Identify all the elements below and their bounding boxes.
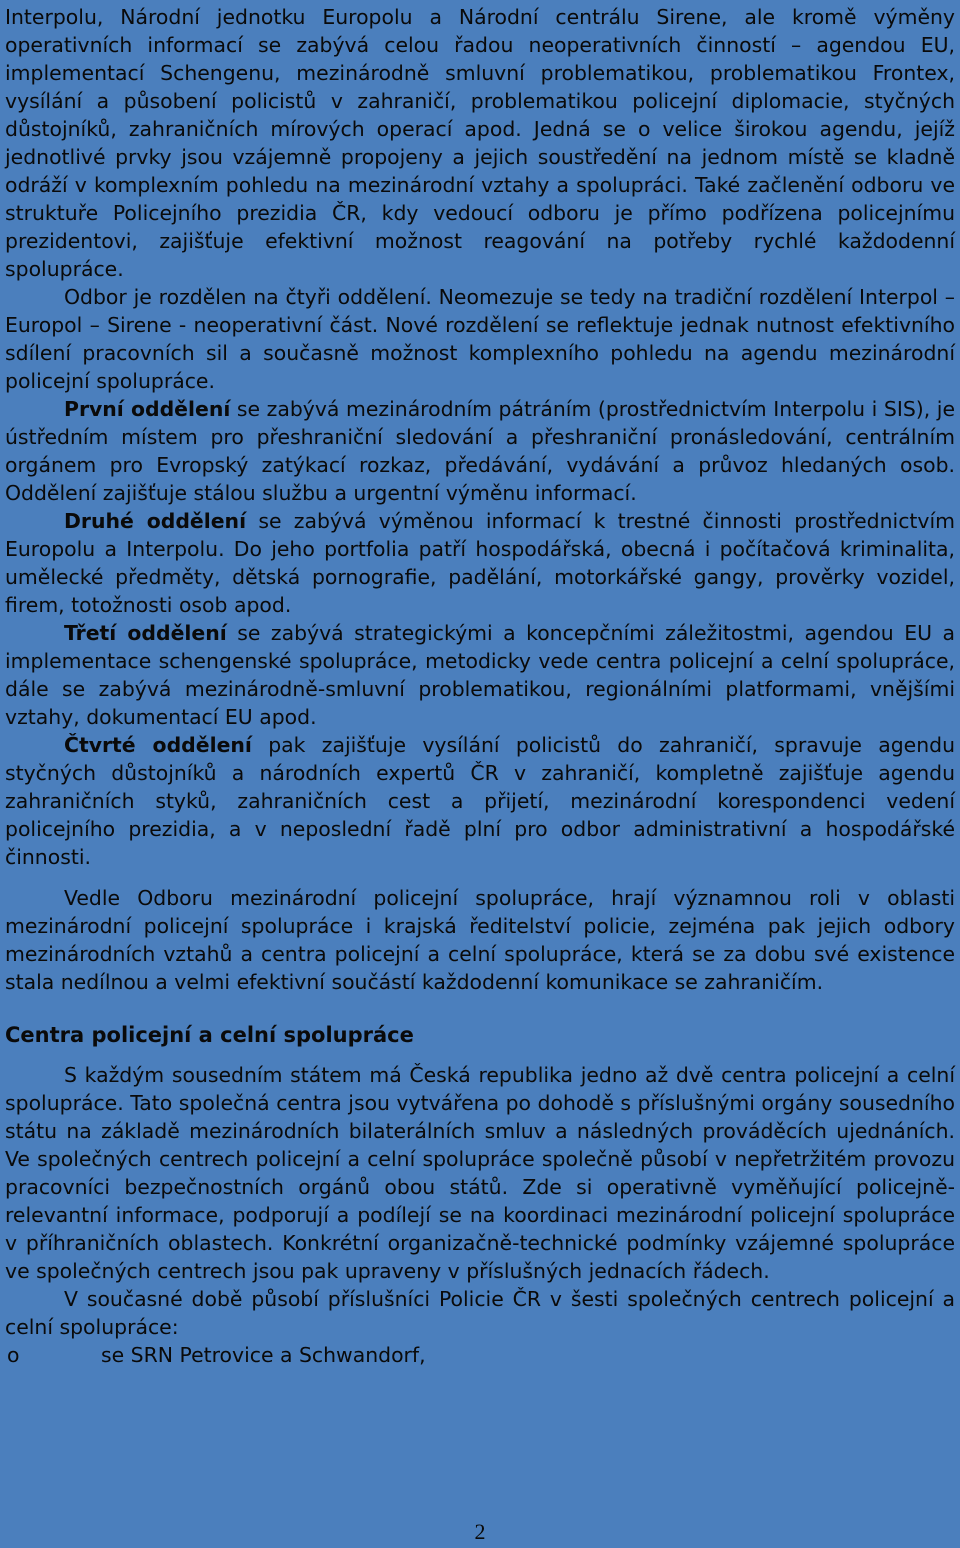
section-heading: Centra policejní a celní spolupráce — [5, 1023, 414, 1047]
first-department-text: se zabývá mezinárodním pátráním (prostřednictvím Interpolu i SIS), je ústředním místem pro přeshraniční sledování a přeshraniční pronásledování, centrálním orgánem pro Evropský zatýkací rozkaz, předávání, vydávání a průvoz hledaných osob. Oddělení zajišťuje stálou službu a urgentní výměnu informací. — [5, 397, 955, 505]
paragraph-regional-directorates: Vedle Odboru mezinárodní policejní spolupráce, hrají významnou roli v oblasti mezinárodní policejní spolupráce i krajská ředitelství policie, zejména pak jejich odbory mezinárodních vztahů a centra policejní a celní spolupráce, která se za dobu své existence stala nedílnou a velmi efektivní součástí každodenní komunikace se zahraničím. — [5, 886, 955, 994]
third-department-label: Třetí oddělení — [64, 621, 227, 645]
paragraph-current-centers: V současné době působí příslušníci Policie ČR v šesti společných centrech policejní a celní spolupráce: — [5, 1287, 955, 1339]
second-department-text: se zabývá výměnou informací k trestné činnosti prostřednictvím Europolu a Interpolu. Do jeho portfolia patří hospodářská, obecná i počítačová kriminalita, umělecké předměty, dětská pornografie, padělání, motorkářské gangy, prověrky vozidel, firem, totožnosti osob apod. — [5, 509, 955, 617]
fourth-department-label: Čtvrté oddělení — [64, 733, 252, 757]
first-department-label: První oddělení — [64, 397, 231, 421]
bullet-icon: o — [7, 1343, 20, 1367]
list-item-text: se SRN Petrovice a Schwandorf, — [101, 1343, 426, 1367]
paragraph-third-department — [5, 619, 955, 731]
paragraph-centers: S každým sousedním státem má Česká republika jedno až dvě centra policejní a celní spolupráce. Tato společná centra jsou vytvářena po dohodě s příslušnými orgány sousedního státu na základě mezinárodních bilaterálních smluv a následných prováděcích ujednáních. Ve společných centrech policejní a celní spolupráce společně působí v nepřetržitém provozu pracovníci bezpečnostních orgánů obou států. Zde si operativně vyměňující policejně-relevantní informace, podporují a podílejí se na koordinaci mezinárodní policejní spolupráce v příhraničních oblastech. Konkrétní organizačně-technické podmínky vzájemné spolupráce ve společných centrech jsou pak upraveny v příslušných jednacích řádech. — [5, 1063, 955, 1283]
paragraph-first-department — [5, 395, 955, 507]
paragraph-division: Odbor je rozdělen na čtyři oddělení. Neomezuje se tedy na tradiční rozdělení Interpol – Europol – Sirene - neoperativní část. Nové rozdělení se reflektuje jednak nutnost efektivního sdílení pracovních sil a současně možnost komplexního pohledu na agendu mezinárodní policejní spolupráce. — [5, 285, 955, 393]
third-department-text: se zabývá strategickými a koncepčními záležitostmi, agendou EU a implementace schengenské spolupráce, metodicky vede centra policejní a celní spolupráce, dále se zabývá mezinárodně-smluvní problematikou, regionálními platformami, vnějšími vztahy, dokumentací EU apod. — [5, 621, 955, 729]
paragraph-intro: Interpolu, Národní jednotku Europolu a Národní centrálu Sirene, ale kromě výměny operativních informací se zabývá celou řadou neoperativních činností – agendou EU, implementací Schengenu, mezinárodně smluvní problematikou, problematikou Frontex, vysílání a působení policistů v zahraničí, problematikou policejní diplomacie, styčných důstojníků, zahraničních mírových operací apod. Jedná se o velice širokou agendu, jejíž jednotlivé prvky jsou vzájemně propojeny a jejich soustředění na jednom místě se kladně odráží v komplexním pohledu na mezinárodní vztahy a spolupráci. Také začlenění odboru ve struktuře Policejního prezidia ČR, kdy vedoucí odboru je přímo podřízena policejnímu prezidentovi, zajišťuje efektivní možnost reagování na potřeby rychlé každodenní spolupráce. — [5, 5, 955, 281]
second-department-label: Druhé oddělení — [64, 509, 247, 533]
paragraph-second-department — [5, 507, 955, 619]
fourth-department-text: pak zajišťuje vysílání policistů do zahraničí, spravuje agendu styčných důstojníků a národních expertů ČR v zahraničí, kompletně zajišťuje agendu zahraničních styků, zahraničních cest a přijetí, mezinárodní korespondenci vedení policejního prezidia, a v neposlední řadě plní pro odbor administrativní a hospodářské činnosti. — [5, 733, 955, 869]
page-number: 2 — [474, 1519, 486, 1544]
list-item — [5, 1341, 955, 1369]
paragraph-fourth-department — [5, 731, 955, 871]
